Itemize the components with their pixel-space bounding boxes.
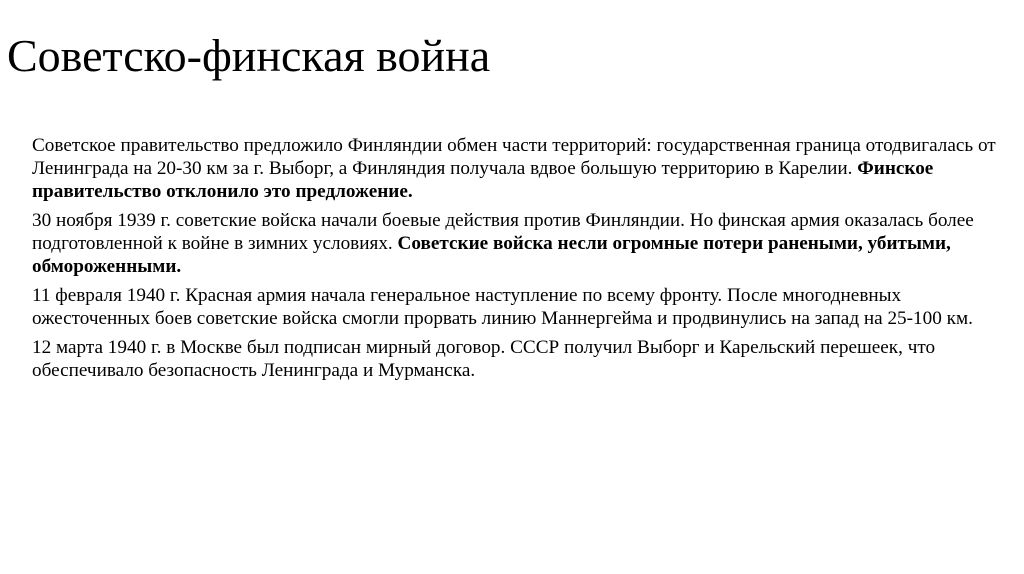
slide-body <box>32 134 1017 388</box>
slide-title: Советско-финская война <box>7 30 491 81</box>
paragraph-emphasis: Советские войска несли огромные потери ранеными, убитыми, обмороженными. <box>32 233 951 277</box>
paragraph-text: 12 марта 1940 г. в Москве был подписан мирный договор. СССР получил Выборг и Карельский перешеек, что обеспечивало безопасность Ленинграда и Мурманска. <box>32 337 936 381</box>
paragraph-text: 11 февраля 1940 г. Красная армия начала генеральное наступление по всему фронту. После многодневных ожесточенных боев советские войска смогли прорвать линию Маннергейма и продвинулись на запад на 25-100 км. <box>32 285 973 329</box>
paragraph-text: Советское правительство предложило Финляндии обмен части территорий: государственная граница отодвигалась от Ленинграда на 20-30 км за г. Выборг, а Финляндия получала вдвое большую территорию в Карелии. <box>32 135 996 179</box>
paragraph-offensive <box>32 284 1017 330</box>
paragraph-territory-exchange <box>32 134 1017 203</box>
paragraph-peace-treaty <box>32 336 1017 382</box>
paragraph-emphasis: Финское правительство отклонило это предложение. <box>32 158 934 202</box>
paragraph-text: 30 ноября 1939 г. советские войска начали боевые действия против Финляндии. Но финская армия оказалась более подготовленной к войне в зимних условиях. <box>32 210 974 254</box>
paragraph-war-start <box>32 209 1017 278</box>
